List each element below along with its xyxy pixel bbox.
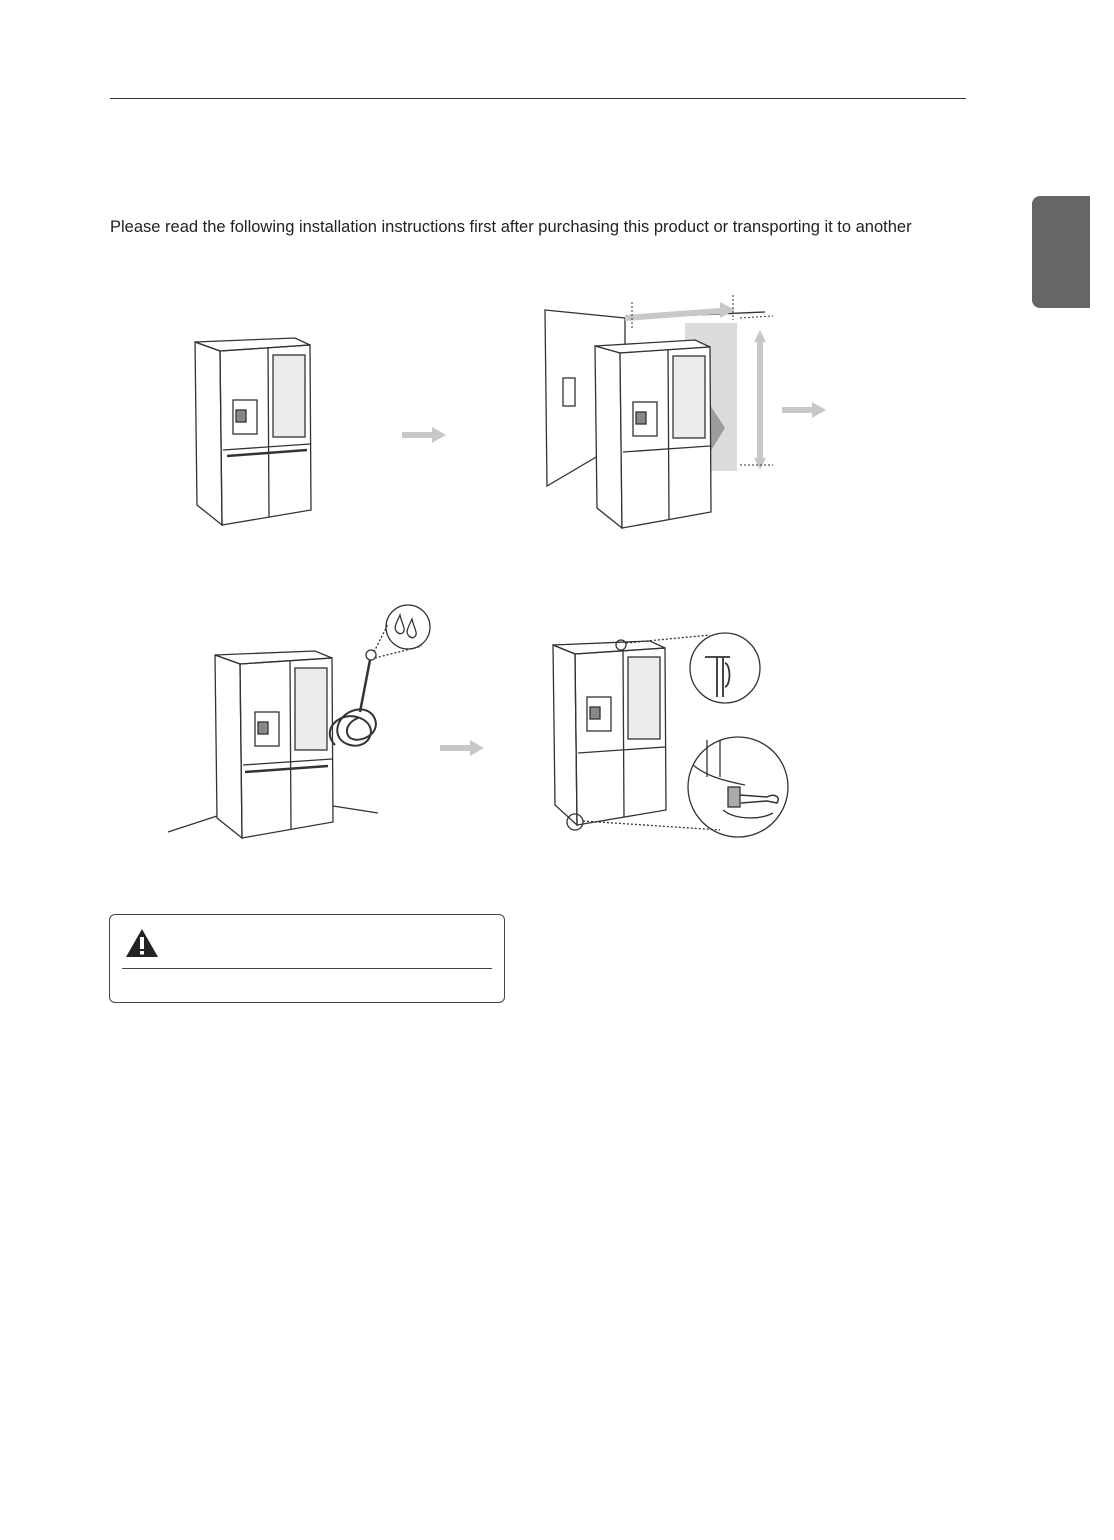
water-hose-illustration — [160, 600, 435, 845]
header-rule — [110, 98, 966, 99]
warning-box — [109, 914, 505, 1003]
step-arrow-1 — [400, 425, 450, 445]
intro-text: Please read the following installation instructions first after purchasing this product or transporting it to another — [110, 218, 912, 236]
step-arrow-2 — [780, 400, 830, 420]
warning-divider — [122, 968, 492, 969]
step-arrow-3 — [438, 738, 488, 758]
door-clearance-illustration — [535, 290, 795, 540]
section-tab — [1032, 196, 1090, 308]
refrigerator-illustration-1 — [185, 330, 325, 530]
warning-triangle-icon — [125, 928, 159, 958]
leveling-illustration — [545, 625, 795, 840]
